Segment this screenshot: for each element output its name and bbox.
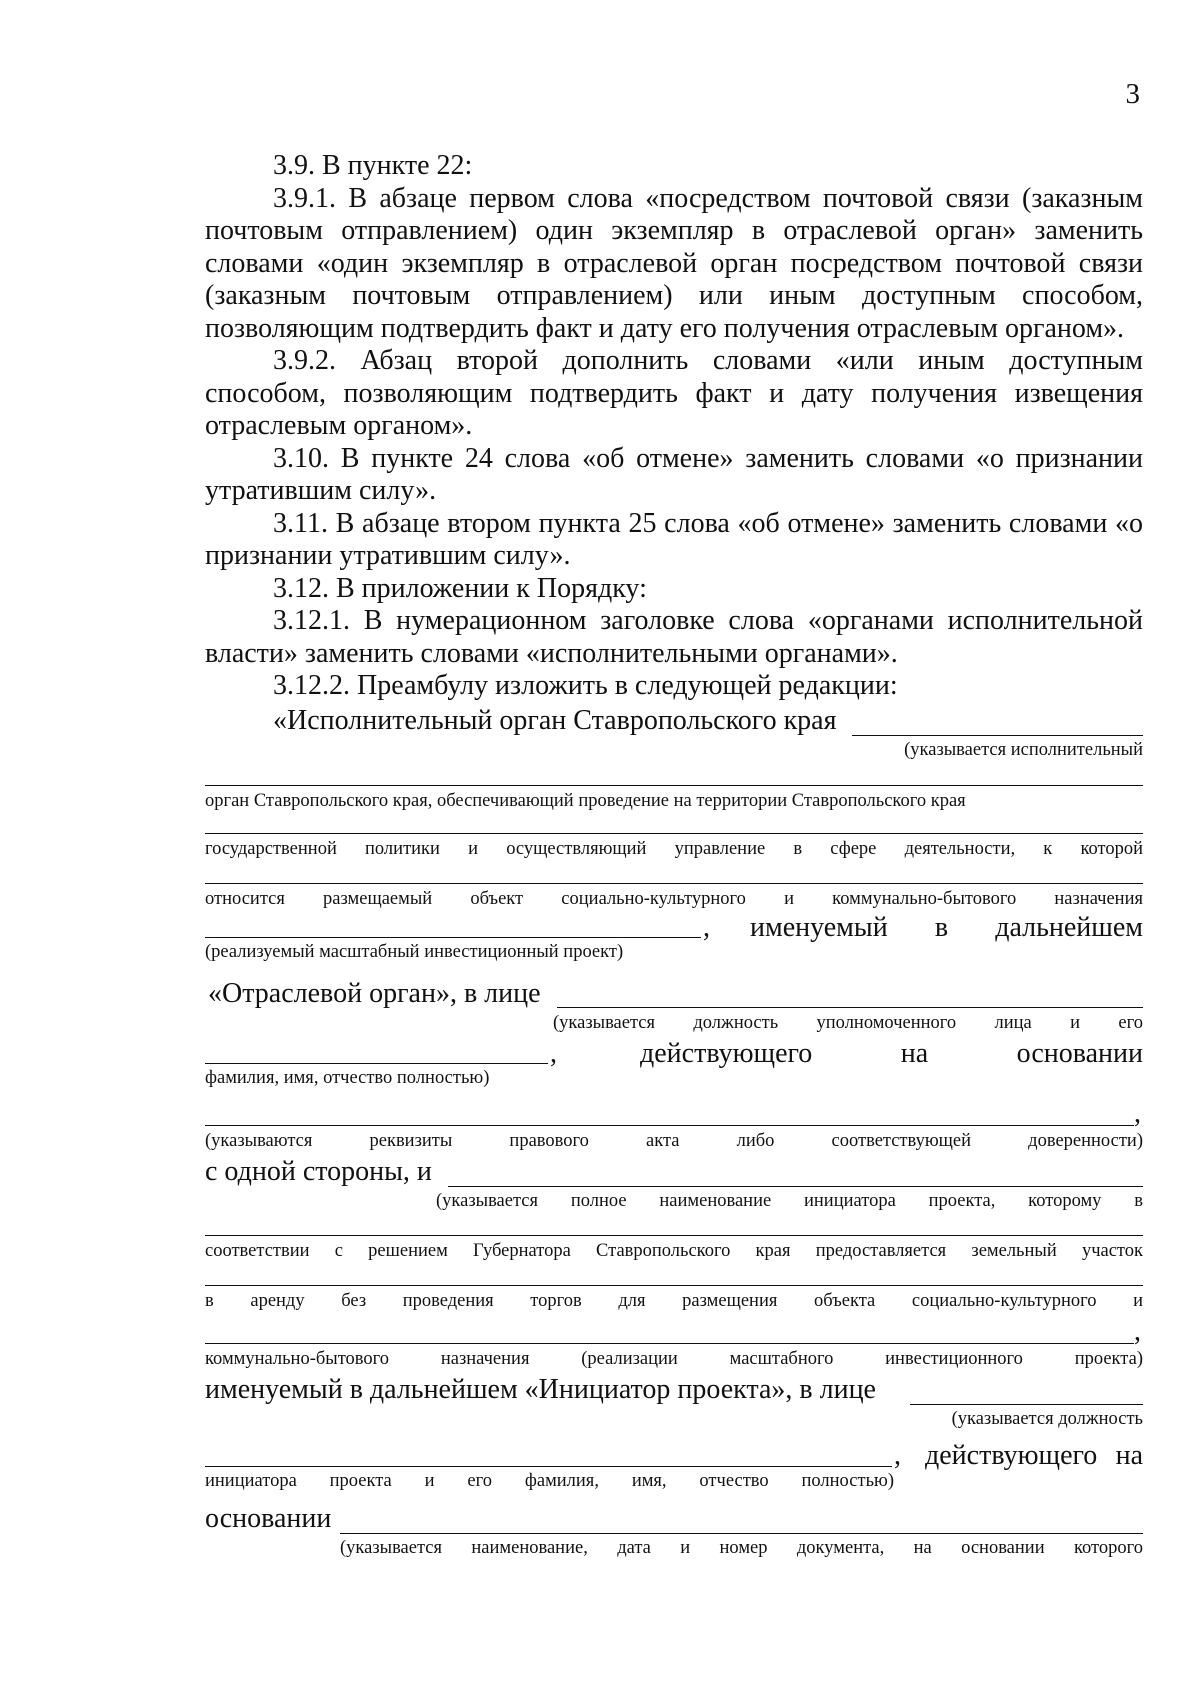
- blank-line: [910, 1404, 1143, 1405]
- blank-line: [205, 937, 701, 938]
- form-line-basis: основании: [205, 1503, 332, 1534]
- blank-line: [205, 1235, 1143, 1236]
- blank-line: [205, 1063, 548, 1064]
- paragraph-3-12-2: 3.12.2. Преамбулу изложить в следующей редакции:: [273, 670, 898, 701]
- blank-line: [205, 1125, 1134, 1126]
- caption-initiator-name-4: коммунально-бытового назначения (реализации масштабного инвестиционного проекта): [205, 1349, 1143, 1369]
- caption-official-position: (указывается должность уполномоченного лица и его: [553, 1013, 1143, 1033]
- blank-line: [852, 735, 1143, 736]
- caption-project: (реализуемый масштабный инвестиционный проект): [205, 942, 624, 962]
- caption-legal-act: (указываются реквизиты правового акта либо соответствующей доверенности): [205, 1131, 1143, 1151]
- caption-executive-body-3: государственной политики и осуществляющий управление в сфере деятельности, к которой: [205, 839, 1143, 859]
- blank-line: [205, 1343, 1134, 1344]
- caption-full-name: фамилия, имя, отчество полностью): [205, 1068, 490, 1088]
- blank-line: [340, 1533, 1143, 1534]
- blank-line: [205, 883, 1143, 884]
- comma: ,: [1134, 1316, 1141, 1347]
- paragraph-3-12-1: 3.12.1. В нумерационном заголовке слова «органами исполнительной власти» заменить словами «исполнительными органами».: [205, 605, 1143, 669]
- comma: ,: [703, 912, 710, 943]
- blank-line: [205, 1466, 892, 1467]
- form-line-acting: действующего на основании: [640, 1038, 1143, 1069]
- caption-basis-document: (указывается наименование, дата и номер документа, на основании которого: [340, 1538, 1143, 1558]
- caption-executive-body: (указывается исполнительный: [904, 740, 1143, 760]
- form-line-acting-2: действующего на: [925, 1440, 1143, 1471]
- caption-executive-body-4: относится размещаемый объект социально-культурного и коммунально-бытового назначения: [205, 889, 1143, 909]
- form-line-one-side: с одной стороны, и: [205, 1156, 432, 1187]
- form-line-executive-body: «Исполнительный орган Ставропольского края: [273, 705, 837, 736]
- form-line-named: именуемый в дальнейшем: [750, 912, 1143, 943]
- paragraph-3-11: 3.11. В абзаце втором пункта 25 слова «об отмене» заменить словами «о признании утратившим силу».: [205, 507, 1143, 571]
- comma: ,: [550, 1038, 557, 1069]
- caption-initiator-name: (указывается полное наименование инициатора проекта, которому в: [436, 1191, 1143, 1211]
- paragraph-3-10: 3.10. В пункте 24 слова «об отмене» заменить словами «о признании утратившим силу».: [205, 442, 1143, 506]
- blank-line: [557, 1007, 1143, 1008]
- blank-line: [205, 1285, 1143, 1286]
- caption-initiator-full-name: инициатора проекта и его фамилия, имя, отчество полностью): [205, 1471, 894, 1491]
- paragraph-3-9-1: 3.9.1. В абзаце первом слова «посредством почтовой связи (заказным почтовым отправлением) один экземпляр в отраслевой орган» заменить словами «один экземпляр в отраслевой орган посредством почтовой связи (заказным почтовым отправлением) или иным доступным способом, позволяющим подтвердить факт и дату его получения отраслевым органом».: [205, 182, 1143, 344]
- caption-initiator-position: (указывается должность: [951, 1409, 1143, 1429]
- page-number: 3: [1125, 78, 1140, 110]
- blank-line: [448, 1186, 1143, 1187]
- caption-initiator-name-3: в аренду без проведения торгов для размещения объекта социально-культурного и: [205, 1291, 1143, 1311]
- caption-initiator-name-2: соответствии с решением Губернатора Ставропольского края предоставляется земельный участок: [205, 1241, 1143, 1261]
- form-line-initiator: именуемый в дальнейшем «Инициатор проекта», в лице: [205, 1374, 876, 1405]
- caption-executive-body-2: орган Ставропольского края, обеспечивающий проведение на территории Ставропольского края: [205, 791, 966, 811]
- paragraph-3-9-2: 3.9.2. Абзац второй дополнить словами «или иным доступным способом, позволяющим подтвердить факт и дату получения извещения отраслевым органом».: [205, 345, 1143, 441]
- comma: ,: [1134, 1098, 1141, 1129]
- comma: ,: [894, 1440, 901, 1471]
- blank-line: [205, 785, 1143, 786]
- blank-line: [205, 833, 1143, 834]
- paragraph-3-12: 3.12. В приложении к Порядку:: [273, 572, 647, 604]
- paragraph-3-9: 3.9. В пункте 22:: [273, 150, 473, 181]
- form-line-sector-body: «Отраслевой орган», в лице: [208, 978, 541, 1009]
- body-text: [205, 150, 1143, 703]
